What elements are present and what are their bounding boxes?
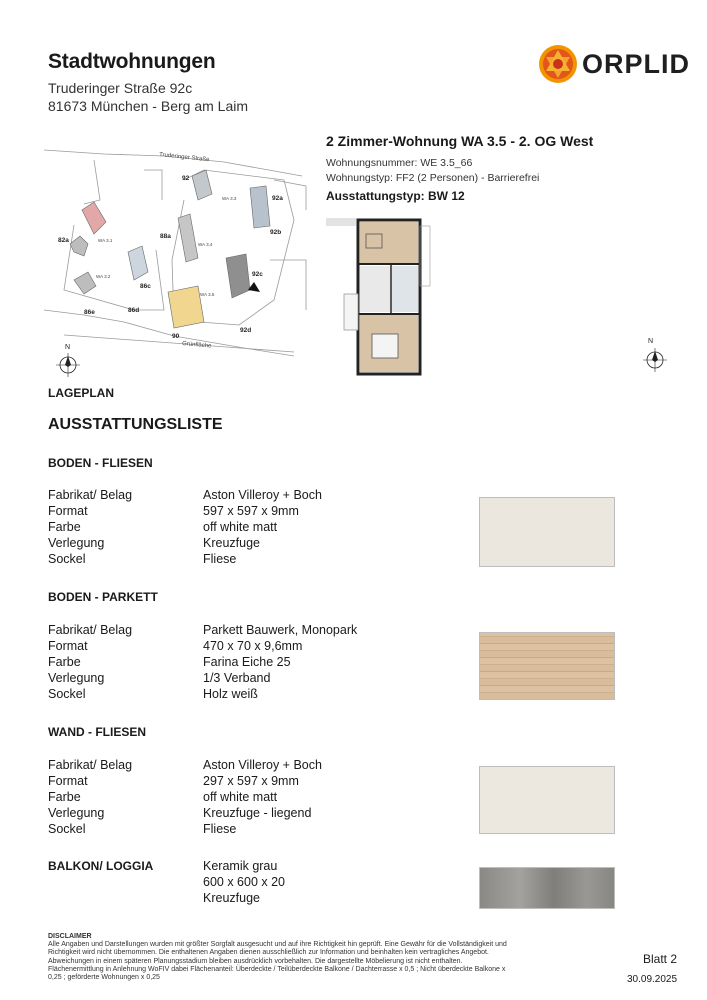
spec-row: 600 x 600 x 20 <box>203 875 286 889</box>
svg-text:86c: 86c <box>140 283 151 290</box>
spec-row: Format 470 x 70 x 9,6mm <box>48 639 303 653</box>
site-plan <box>44 140 314 380</box>
spec-row: Verlegung Kreuzfuge <box>48 536 260 550</box>
spec-row: Verlegung 1/3 Verband <box>48 671 271 685</box>
svg-text:92: 92 <box>182 175 190 182</box>
floor-plan <box>322 214 442 382</box>
siteplan-caption: LAGEPLAN <box>48 386 114 400</box>
orplid-logo-icon <box>538 44 578 84</box>
section-heading-balkon: BALKON/ LOGGIA <box>48 859 154 873</box>
spec-row: Sockel Fliese <box>48 822 237 836</box>
page-title: Stadtwohnungen <box>48 50 216 73</box>
spec-row: Format 297 x 597 x 9mm <box>48 774 299 788</box>
disclaimer-title: DISCLAIMER <box>48 933 92 940</box>
swatch-boden-parkett <box>479 632 615 700</box>
list-title: AUSSTATTUNGSLISTE <box>48 416 223 433</box>
spec-row: Format 597 x 597 x 9mm <box>48 504 299 518</box>
north-arrow-icon <box>56 353 80 377</box>
spec-row: Fabrikat/ Belag Parkett Bauwerk, Monopark <box>48 623 358 637</box>
spec-row: Verlegung Kreuzfuge - liegend <box>48 806 312 820</box>
spec-row: Sockel Fliese <box>48 552 237 566</box>
document-date: 30.09.2025 <box>627 974 678 985</box>
section-heading-boden-parkett: BODEN - PARKETT <box>48 590 158 604</box>
address-street: Truderinger Straße 92c <box>48 80 193 96</box>
spec-row: Fabrikat/ Belag Aston Villeroy + Boch <box>48 488 322 502</box>
spec-row: Kreuzfuge <box>203 891 260 905</box>
svg-text:Grünfläche: Grünfläche <box>181 341 212 350</box>
svg-text:88a: 88a <box>160 233 171 240</box>
svg-text:92c: 92c <box>252 271 263 278</box>
svg-text:86e: 86e <box>84 309 95 316</box>
svg-text:92b: 92b <box>270 229 282 236</box>
svg-text:86d: 86d <box>128 307 140 314</box>
floorplan-north-label: N <box>648 338 654 345</box>
brand-name: ORPLID <box>582 48 691 79</box>
spec-row: Fabrikat/ Belag Aston Villeroy + Boch <box>48 758 322 772</box>
svg-text:90: 90 <box>172 333 180 340</box>
svg-text:92d: 92d <box>240 327 252 334</box>
disclaimer-text: Alle Angaben und Darstellungen wurden mit größter Sorgfalt ausgesucht und auf ihre Richtigkeit hin geprüft. Eine Gewähr für die Vollständigkeit und Richtigkeit wird nicht übernommen. Die enthaltenen Angaben dienen ausschließlich zur Information und beinhalten kein vertragliches Angebot. Abweichungen in einem späteren Planungsstadium bleiben ausdrücklich vorbehalten. Die dargestellte Möbelierung ist nicht enthalten. Flächenermittlung in Anlehnung WoFIV dabei Flächenanteil: Überdeckte / Teilüberdeckte Balkone / Dachterrasse x 0,5 ; Nicht überdeckte Balkone x 0,25 ; geförderte Wohnungen x 0,25 <box>48 941 507 982</box>
swatch-boden-fliesen <box>479 497 615 567</box>
sheet-number: Blatt 2 <box>643 952 678 966</box>
svg-text:WA 3.5: WA 3.5 <box>200 292 215 297</box>
apartment-type: Wohnungstyp: FF2 (2 Personen) - Barrierefrei <box>326 172 540 184</box>
floorplan-north-arrow-icon <box>640 340 670 374</box>
spec-row: Keramik grau <box>203 859 278 873</box>
svg-text:Truderinger Straße: Truderinger Straße <box>158 152 210 164</box>
spec-row: Farbe Farina Eiche 25 <box>48 655 291 669</box>
spec-row: Farbe off white matt <box>48 520 278 534</box>
swatch-balkon <box>479 867 615 909</box>
apartment-title: 2 Zimmer-Wohnung WA 3.5 - 2. OG West <box>326 133 594 149</box>
spec-row: Farbe off white matt <box>48 790 278 804</box>
site-north-label: N <box>65 344 71 351</box>
equipment-type: Ausstattungstyp: BW 12 <box>326 189 465 203</box>
svg-text:WA 3.2: WA 3.2 <box>96 274 111 279</box>
swatch-wand-fliesen <box>479 766 615 834</box>
section-heading-wand-fliesen: WAND - FLIESEN <box>48 725 146 739</box>
section-heading-boden-fliesen: BODEN - FLIESEN <box>48 456 153 470</box>
svg-text:92a: 92a <box>272 195 283 202</box>
apartment-number: Wohnungsnummer: WE 3.5_66 <box>326 157 473 169</box>
brand-logo <box>538 44 690 84</box>
svg-text:WA 3.4: WA 3.4 <box>198 242 213 247</box>
spec-row: Sockel Holz weiß <box>48 687 258 701</box>
svg-text:WA 3.3: WA 3.3 <box>222 196 237 201</box>
svg-text:WA 3.1: WA 3.1 <box>98 238 113 243</box>
address-city: 81673 München - Berg am Laim <box>48 98 248 114</box>
svg-text:82a: 82a <box>58 237 69 244</box>
